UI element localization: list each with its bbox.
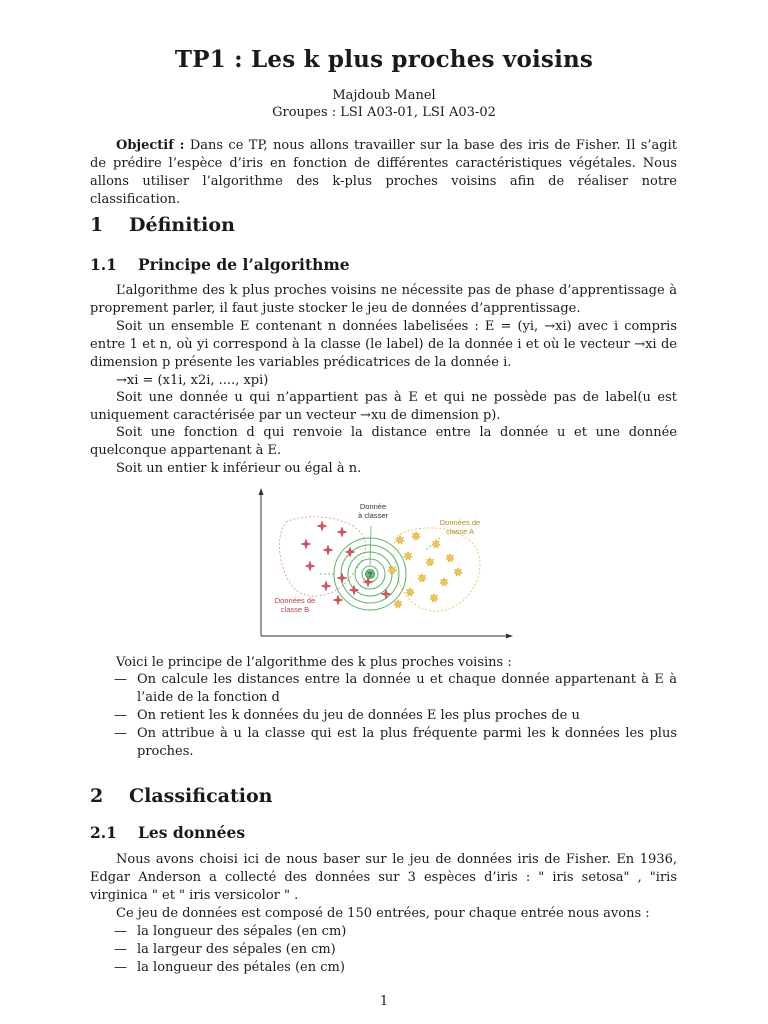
class-b-point — [349, 585, 359, 595]
figure-label-class-a-1: Données de — [439, 518, 481, 527]
class-b-point — [381, 589, 391, 599]
figure-label-class-b-2: classe B — [280, 605, 310, 614]
list-dash: — — [114, 672, 127, 687]
figure-label-query-1: Donnée — [359, 502, 387, 511]
list-item-text: la longueur des sépales (en cm) — [137, 924, 347, 939]
class-a-point — [404, 552, 413, 561]
list-dash: — — [114, 924, 127, 939]
section-title: Classification — [129, 785, 273, 807]
section-title: Définition — [129, 214, 235, 236]
paragraph-principe-5: Soit un entier k inférieur ou égal à n. — [116, 461, 362, 476]
list-dash: — — [114, 960, 127, 975]
list-dash: — — [114, 708, 127, 723]
class-b-point — [337, 527, 347, 537]
figure-y-axis-arrow — [259, 488, 264, 495]
class-a-point — [440, 578, 449, 587]
objective-label: Objectif : — [116, 138, 185, 153]
subsection-title: Principe de l’algorithme — [138, 255, 350, 274]
author-name: Majdoub Manel — [332, 88, 436, 103]
document-title: TP1 : Les k plus proches voisins — [174, 46, 594, 73]
knn-illustration — [250, 486, 515, 642]
list-item-step-2 — [114, 707, 677, 725]
class-a-point — [454, 568, 463, 577]
class-a-point — [432, 540, 441, 549]
paragraph-steps-intro: Voici le principe de l’algorithme des k plus proches voisins : — [116, 655, 512, 670]
class-a-point — [396, 536, 405, 545]
list-item-text: On calcule les distances entre la donnée u et chaque donnée appartenant à E à l’aide de la fonction d — [137, 672, 677, 705]
list-item-step-3 — [114, 725, 677, 761]
section-heading-definition — [90, 214, 235, 236]
subsection-number: 2.1 — [90, 823, 117, 842]
list-item-text: la longueur des pétales (en cm) — [137, 960, 345, 975]
subsection-heading-donnees — [90, 823, 245, 842]
objective-text: Dans ce TP, nous allons travailler sur la base des iris de Fisher. Il s’agit de prédire l’espèce d’iris en fonction de différentes caractéristiques végétales. Nous allons utiliser l’algorithme des k-plus proches voisins afin de réaliser notre classification. — [90, 138, 677, 207]
class-a-point — [430, 594, 439, 603]
vector-formula: →xi = (x1i, x2i, ...., xpi) — [116, 373, 269, 388]
list-item-feature-2 — [114, 941, 677, 959]
list-item-text: On retient les k données du jeu de données E les plus proches de u — [137, 708, 580, 723]
subsection-title: Les données — [138, 823, 246, 842]
list-item-feature-3 — [114, 959, 677, 977]
list-item-feature-1 — [114, 923, 677, 941]
query-point-mark: ? — [367, 570, 373, 579]
class-a-point — [406, 588, 415, 597]
list-dash: — — [114, 726, 127, 741]
class-b-point — [301, 539, 311, 549]
section-number: 2 — [90, 785, 104, 807]
list-item-text: la largeur des sépales (en cm) — [137, 942, 336, 957]
class-a-point — [412, 532, 421, 541]
section-number: 1 — [90, 214, 104, 236]
page-number: 1 — [379, 994, 389, 1009]
class-a-point — [394, 600, 403, 609]
class-b-point — [337, 573, 347, 583]
paragraph-donnees-1: Nous avons choisi ici de nous baser sur le jeu de données iris de Fisher. En 1936, Edgar Anderson a collecté des données sur 3 espèces d’iris : " iris setosa" , "iris virginica " et " iris versicolor " . — [90, 852, 677, 903]
section-heading-classification — [90, 785, 272, 807]
paragraph-principe-1: L’algorithme des k plus proches voisins ne nécessite pas de phase d’apprentissage à proprement parler, il faut juste stocker le jeu de données d’apprentissage. — [90, 283, 677, 316]
class-b-points — [301, 521, 391, 605]
figure-x-axis-arrow — [506, 634, 513, 639]
list-dash: — — [114, 942, 127, 957]
figure-label-class-b-1: Données de — [274, 596, 316, 605]
class-b-point — [317, 521, 327, 531]
class-a-point — [418, 574, 427, 583]
author-groups: Groupes : LSI A03-01, LSI A03-02 — [272, 105, 496, 120]
figure-label-query-2: à classer — [357, 511, 389, 520]
subsection-heading-principe — [90, 255, 350, 274]
class-b-point — [305, 561, 315, 571]
class-b-point — [321, 581, 331, 591]
paragraph-principe-2: Soit un ensemble E contenant n données labelisées : E = (yi, →xi) avec i compris entre 1 et n, où yi correspond à la classe (le label) de la donnée i et où le vecteur →xi de dimension p présente les variables prédicatrices de la donnée i. — [90, 319, 677, 370]
list-item-step-1 — [114, 671, 677, 707]
class-b-point — [345, 547, 355, 557]
class-b-point — [323, 545, 333, 555]
paragraph-donnees-2: Ce jeu de données est composé de 150 entrées, pour chaque entrée nous avons : — [116, 906, 650, 921]
paragraph-principe-4: Soit une fonction d qui renvoie la distance entre la donnée u et une donnée quelconque appartenant à E. — [90, 425, 677, 458]
list-item-text: On attribue à u la classe qui est la plus fréquente parmi les k données les plus proches. — [137, 726, 677, 759]
figure-label-class-a-2: classe A — [446, 527, 474, 536]
class-a-point — [446, 554, 455, 563]
class-a-point — [426, 558, 435, 567]
objective-paragraph — [90, 137, 677, 209]
paragraph-principe-3: Soit une donnée u qui n’appartient pas à E et qui ne possède pas de label(u est uniquement caractérisée par un vecteur →xu de dimension p). — [90, 390, 677, 423]
subsection-number: 1.1 — [90, 255, 117, 274]
